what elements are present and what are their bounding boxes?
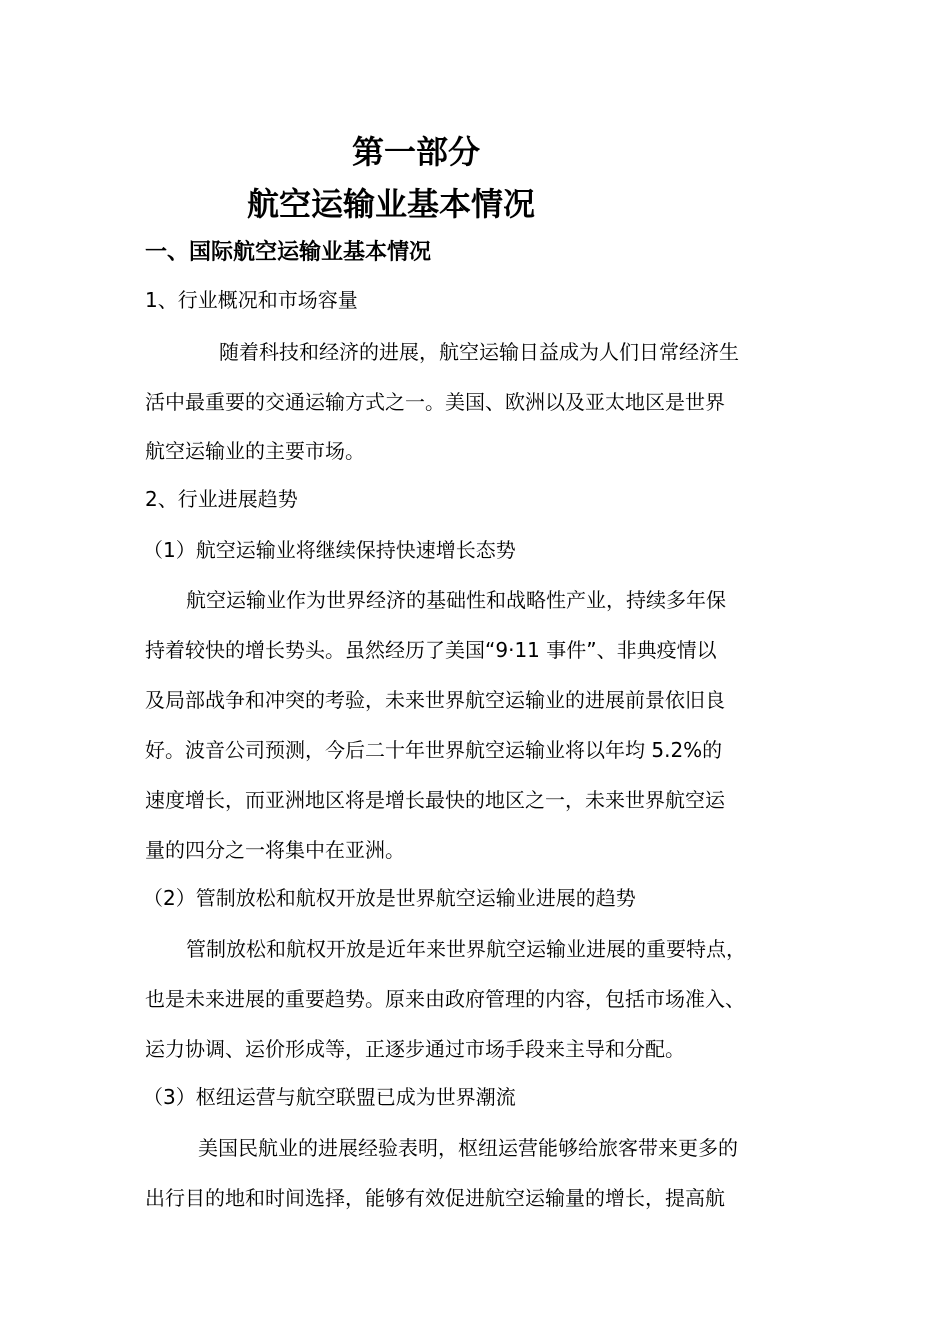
section-heading-international: 一、国际航空运输业基本情况: [145, 239, 432, 265]
paragraph-line: 速度增长，而亚洲地区将是增长最快的地区之一，未来世界航空运: [145, 788, 725, 812]
item-heading-growth: （1）航空运输业将继续保持快速增长态势: [143, 538, 516, 562]
subsection-heading-overview: 1、行业概况和市场容量: [145, 288, 358, 312]
subsection-heading-trends: 2、行业进展趋势: [145, 487, 298, 511]
paragraph-line: 随着科技和经济的进展，航空运输日益成为人们日常经济生: [219, 340, 739, 364]
paragraph-line: 管制放松和航权开放是近年来世界航空运输业进展的重要特点，: [186, 937, 746, 961]
main-title: 航空运输业基本情况: [247, 185, 536, 223]
paragraph-line: 及局部战争和冲突的考验，未来世界航空运输业的进展前景依旧良: [145, 688, 725, 712]
part-title: 第一部分: [352, 133, 481, 171]
paragraph-line: 运力协调、运价形成等，正逐步通过市场手段来主导和分配。: [145, 1037, 685, 1061]
paragraph-line: 好。波音公司预测，今后二十年世界航空运输业将以年均 5.2%的: [145, 738, 723, 762]
paragraph-line: 活中最重要的交通运输方式之一。美国、欧洲以及亚太地区是世界: [145, 390, 725, 414]
paragraph-line: 航空运输业作为世界经济的基础性和战略性产业，持续多年保: [186, 588, 726, 612]
paragraph-line: 出行目的地和时间选择，能够有效促进航空运输量的增长，提高航: [145, 1186, 725, 1210]
item-heading-hub-alliance: （3）枢纽运营与航空联盟已成为世界潮流: [143, 1085, 516, 1109]
item-heading-deregulation: （2）管制放松和航权开放是世界航空运输业进展的趋势: [143, 886, 636, 910]
paragraph-line: 也是未来进展的重要趋势。原来由政府管理的内容，包括市场准入、: [145, 987, 745, 1011]
paragraph-line: 量的四分之一将集中在亚洲。: [145, 838, 405, 862]
paragraph-line: 航空运输业的主要市场。: [145, 439, 365, 463]
paragraph-line: 美国民航业的进展经验表明，枢纽运营能够给旅客带来更多的: [198, 1136, 738, 1160]
paragraph-line: 持着较快的增长势头。虽然经历了美国“9·11 事件”、非典疫情以: [145, 638, 717, 662]
